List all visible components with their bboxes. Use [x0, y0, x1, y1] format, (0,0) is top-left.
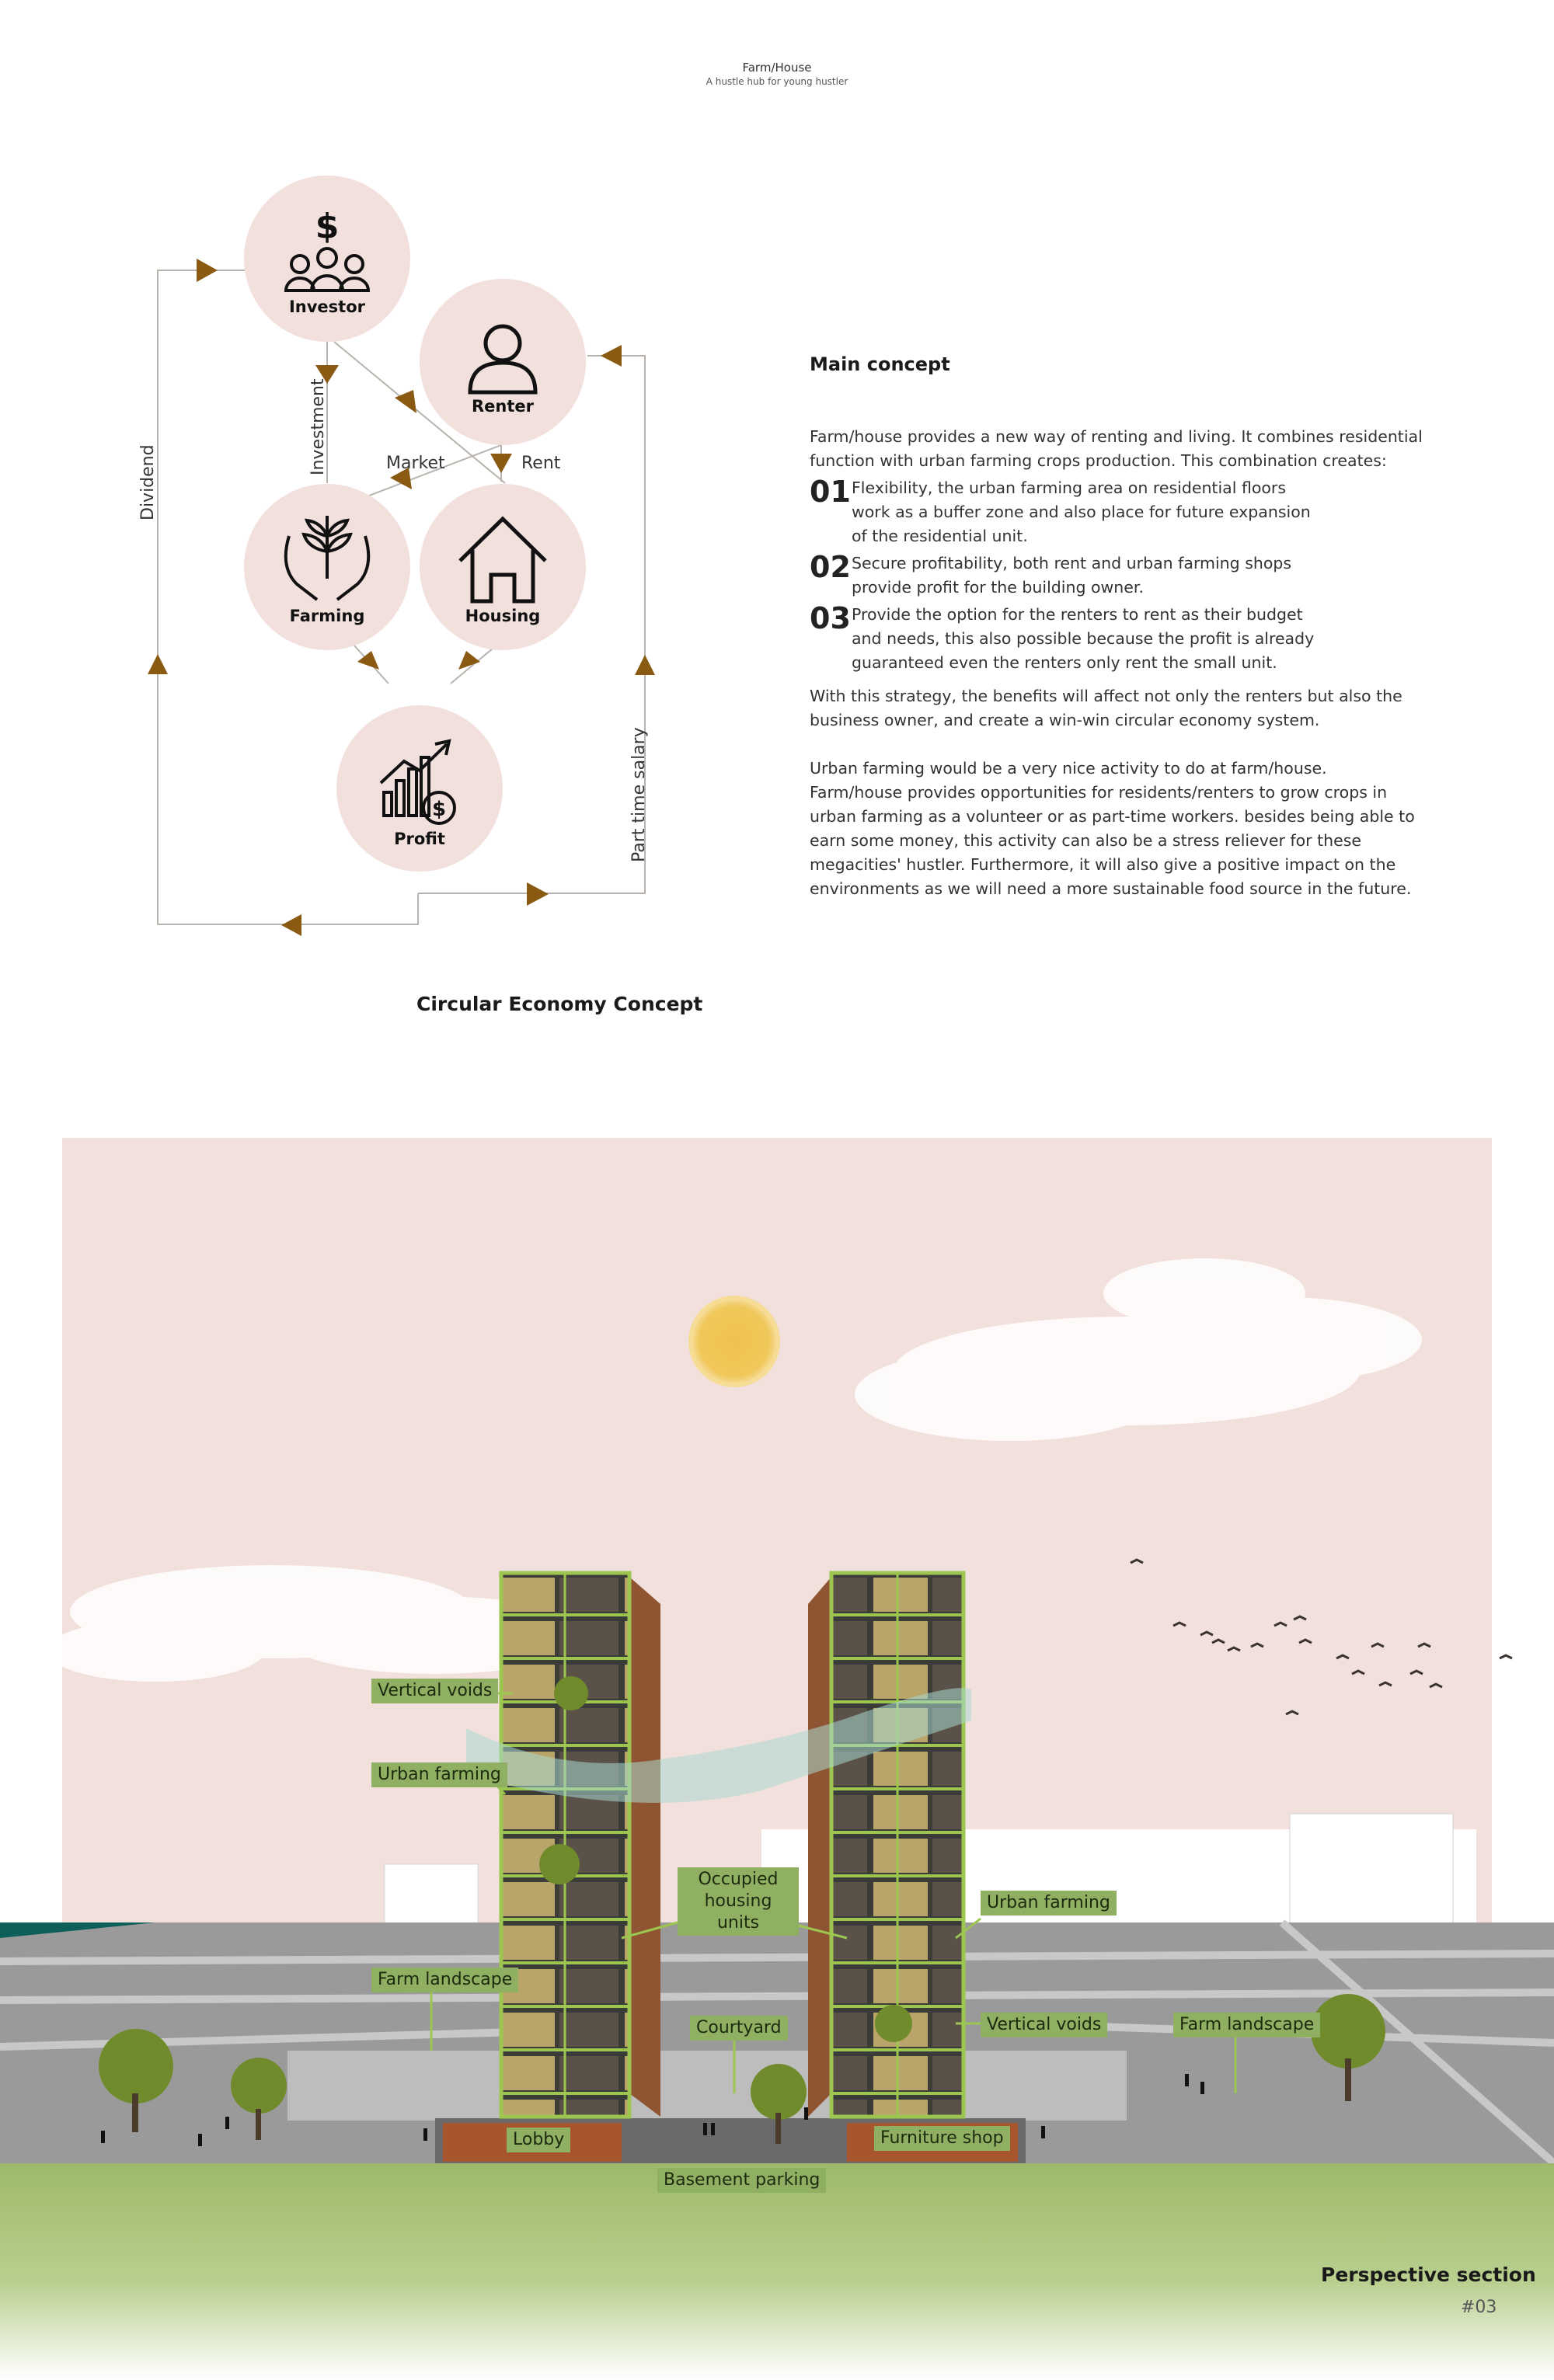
project-title: Farm/House: [742, 61, 812, 75]
farming-label: Farming: [289, 607, 365, 625]
label-farm-landscape-right: Farm landscape: [1173, 2013, 1320, 2037]
label-basement-parking: Basement parking: [657, 2168, 826, 2193]
svg-text:$: $: [431, 798, 447, 821]
perspective-section-illustration: [0, 1138, 1554, 2380]
concept-strategy: With this strategy, the benefits will affect not only the renters but also the business owner, and create a win-win circular economy system.: [810, 687, 1402, 729]
label-urban-farming-left: Urban farming: [371, 1762, 507, 1787]
profit-label: Profit: [394, 830, 445, 848]
node-profit: [336, 705, 503, 872]
label-occupied-housing: Occupied housing units: [678, 1867, 799, 1936]
arrow-rent: [490, 454, 512, 473]
point-number: 01: [810, 475, 851, 509]
circular-economy-diagram: [0, 0, 777, 1056]
label-vertical-voids-left: Vertical voids: [371, 1679, 498, 1703]
arrow-dividend-left: [281, 914, 301, 936]
market-label: Market: [386, 454, 445, 473]
investor-label: Investor: [288, 298, 366, 316]
page-number: #03: [1461, 2298, 1497, 2317]
project-subtitle: A hustle hub for young hustler: [706, 76, 848, 87]
sun: [691, 1298, 778, 1385]
investment-label: Investment: [308, 378, 328, 475]
section-title: Perspective section: [1321, 2263, 1536, 2286]
node-farming: [244, 484, 410, 650]
point-text: Secure profitability, both rent and urban farming shops provide profit for the building owner.: [852, 554, 1292, 597]
node-renter: [420, 279, 586, 445]
svg-text:$: $: [315, 207, 340, 246]
concept-urban-farming: Urban farming would be a very nice activity to do at farm/house. Farm/house provides opportunities for residents/renters to grow crops in urban farming as a volunteer or as part-time workers. besides being able to earn some money, this activity can also be a stress reliever for these megacities' hustler. Furthermore, it will also give a positive impact on the environments as we will need a more sustainable food source in the future.: [810, 759, 1415, 898]
label-vertical-voids-right: Vertical voids: [981, 2013, 1107, 2037]
concept-intro: Farm/house provides a new way of renting and living. It combines residential function with urban farming crops production. This combination creates:: [810, 427, 1423, 470]
arrow-salary-right: [527, 882, 549, 906]
label-courtyard: Courtyard: [690, 2016, 788, 2041]
label-lobby: Lobby: [507, 2128, 570, 2152]
arrow-dividend-in: [197, 259, 218, 282]
point-number: 03: [810, 601, 851, 635]
concept-point: [810, 552, 1423, 600]
part-time-salary-label: Part time salary: [629, 727, 649, 862]
label-urban-farming-right: Urban farming: [981, 1891, 1117, 1915]
arrow-salary-up: [635, 655, 655, 675]
node-housing: [420, 484, 586, 650]
main-concept: [810, 353, 1423, 901]
point-number: 02: [810, 550, 851, 584]
concept-point: [810, 603, 1423, 675]
point-text: Flexibility, the urban farming area on residential floors work as a buffer zone and also place for future expansion of the residential unit.: [852, 478, 1311, 545]
point-text: Provide the option for the renters to rent as their budget and needs, this also possible because the profit is already guaranteed even the renters only rent the small unit.: [852, 605, 1315, 672]
label-furniture-shop: Furniture shop: [874, 2126, 1010, 2151]
node-investor: [244, 176, 410, 342]
label-farm-landscape-left: Farm landscape: [371, 1968, 518, 1992]
arrow-dividend-up: [148, 654, 168, 674]
concept-point: [810, 476, 1423, 548]
left-tower: [501, 1573, 660, 2117]
diagram-caption: Circular Economy Concept: [416, 993, 703, 1015]
rent-label: Rent: [521, 454, 561, 473]
arrow-salary-in: [601, 345, 622, 367]
housing-label: Housing: [465, 607, 541, 625]
arrow-housing-profit: [458, 651, 480, 670]
main-concept-title: Main concept: [810, 353, 950, 375]
dividend-label: Dividend: [138, 444, 158, 520]
renter-label: Renter: [471, 397, 535, 416]
arrow-to-renter: [395, 390, 416, 413]
